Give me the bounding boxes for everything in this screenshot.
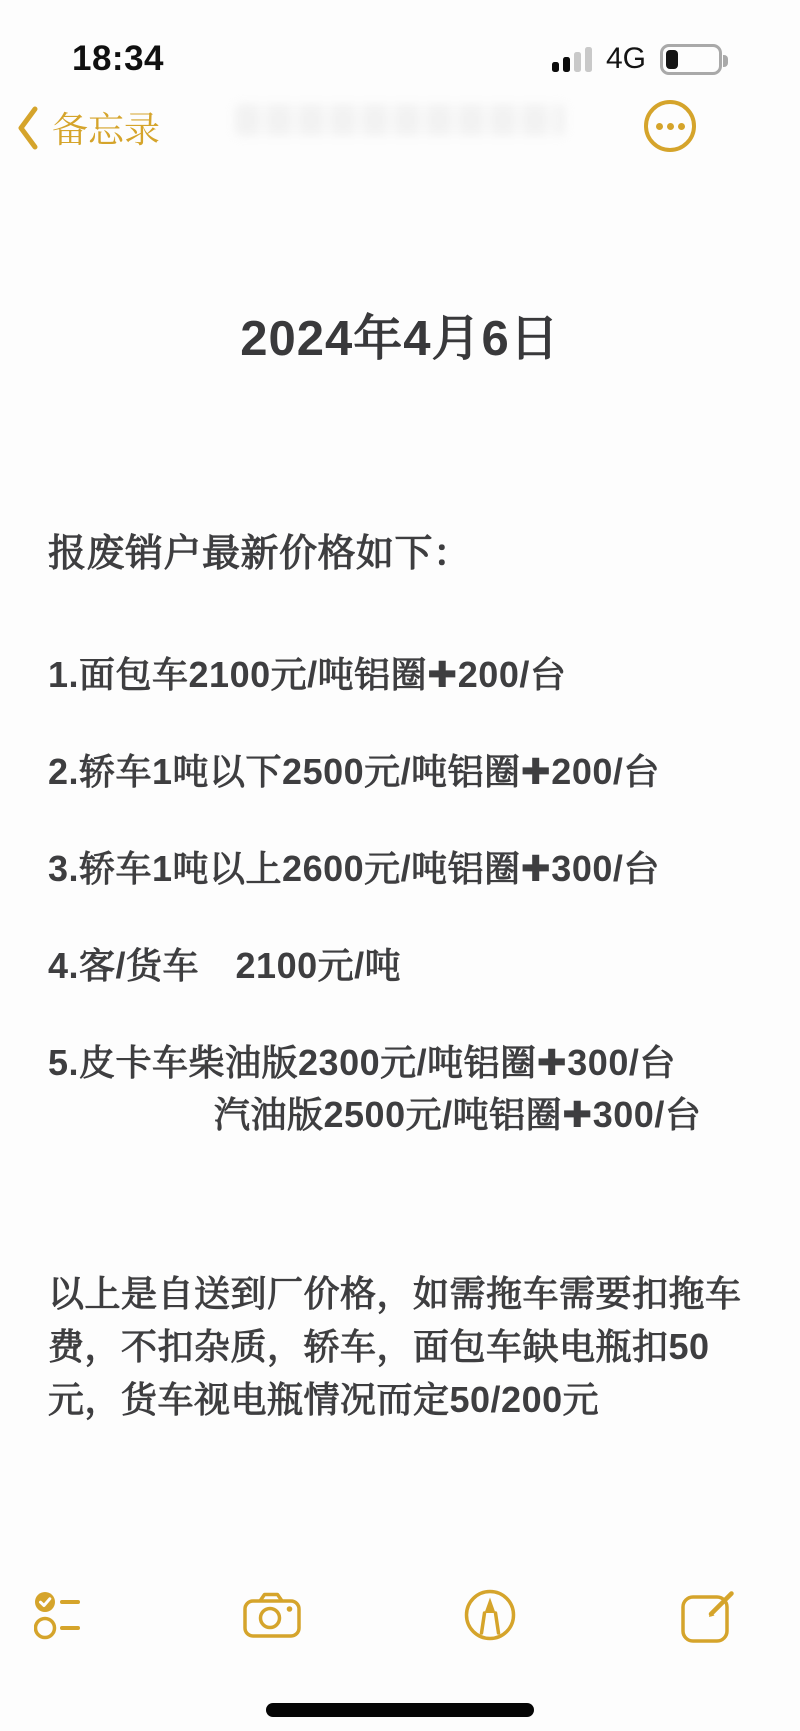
camera-button[interactable] [243, 1591, 301, 1639]
navbar-ghost-title [235, 104, 565, 136]
paragraph-line: 费，不扣杂质，轿车，面包车缺电瓶扣50 [48, 1326, 710, 1367]
chevron-left-icon [16, 105, 40, 151]
bottom-toolbar [0, 1587, 800, 1643]
markup-button[interactable] [463, 1588, 517, 1642]
network-type-label: 4G [605, 42, 646, 75]
note-heading[interactable]: 报废销户最新价格如下： [48, 533, 472, 575]
status-right-cluster [552, 42, 722, 76]
battery-nub [723, 55, 728, 67]
price-line-4[interactable]: 4.客/货车 2100元/吨 [48, 945, 402, 986]
paragraph-line: 以上是自送到厂价格，如需拖车需要扣拖车 [48, 1273, 742, 1314]
markup-icon [463, 1588, 517, 1642]
note-paragraph[interactable] [48, 1267, 752, 1426]
back-button[interactable] [16, 102, 160, 153]
battery-fill [666, 50, 678, 69]
price-line-5[interactable]: 5.皮卡车柴油版2300元/吨铝圈✚300/台 [48, 1042, 676, 1083]
home-indicator[interactable] [266, 1703, 534, 1717]
compose-icon [680, 1586, 738, 1644]
battery-icon [660, 44, 722, 75]
cellular-signal-icon [552, 46, 592, 72]
checklist-button[interactable] [34, 1589, 80, 1641]
price-line-1[interactable]: 1.面包车2100元/吨铝圈✚200/台 [48, 654, 567, 695]
compose-button[interactable] [680, 1586, 738, 1644]
price-line-2[interactable]: 2.轿车1吨以下2500元/吨铝圈✚200/台 [48, 751, 660, 792]
note-title[interactable]: 2024年4月6日 [240, 312, 560, 366]
price-line-3[interactable]: 3.轿车1吨以上2600元/吨铝圈✚300/台 [48, 848, 660, 889]
more-options-button[interactable] [644, 100, 696, 152]
checklist-icon [34, 1589, 80, 1641]
status-bar [0, 0, 800, 92]
ellipsis-icon [656, 123, 663, 130]
navbar [0, 96, 800, 168]
back-button-label: 备忘录 [52, 109, 161, 150]
camera-icon [243, 1591, 301, 1639]
paragraph-line: 元，货车视电瓶情况而定50/200元 [48, 1379, 600, 1420]
note-editor[interactable] [0, 168, 800, 1426]
price-line-5-continuation[interactable]: 汽油版2500元/吨铝圈✚300/台 [214, 1094, 702, 1135]
status-time: 18:34 [72, 39, 165, 78]
